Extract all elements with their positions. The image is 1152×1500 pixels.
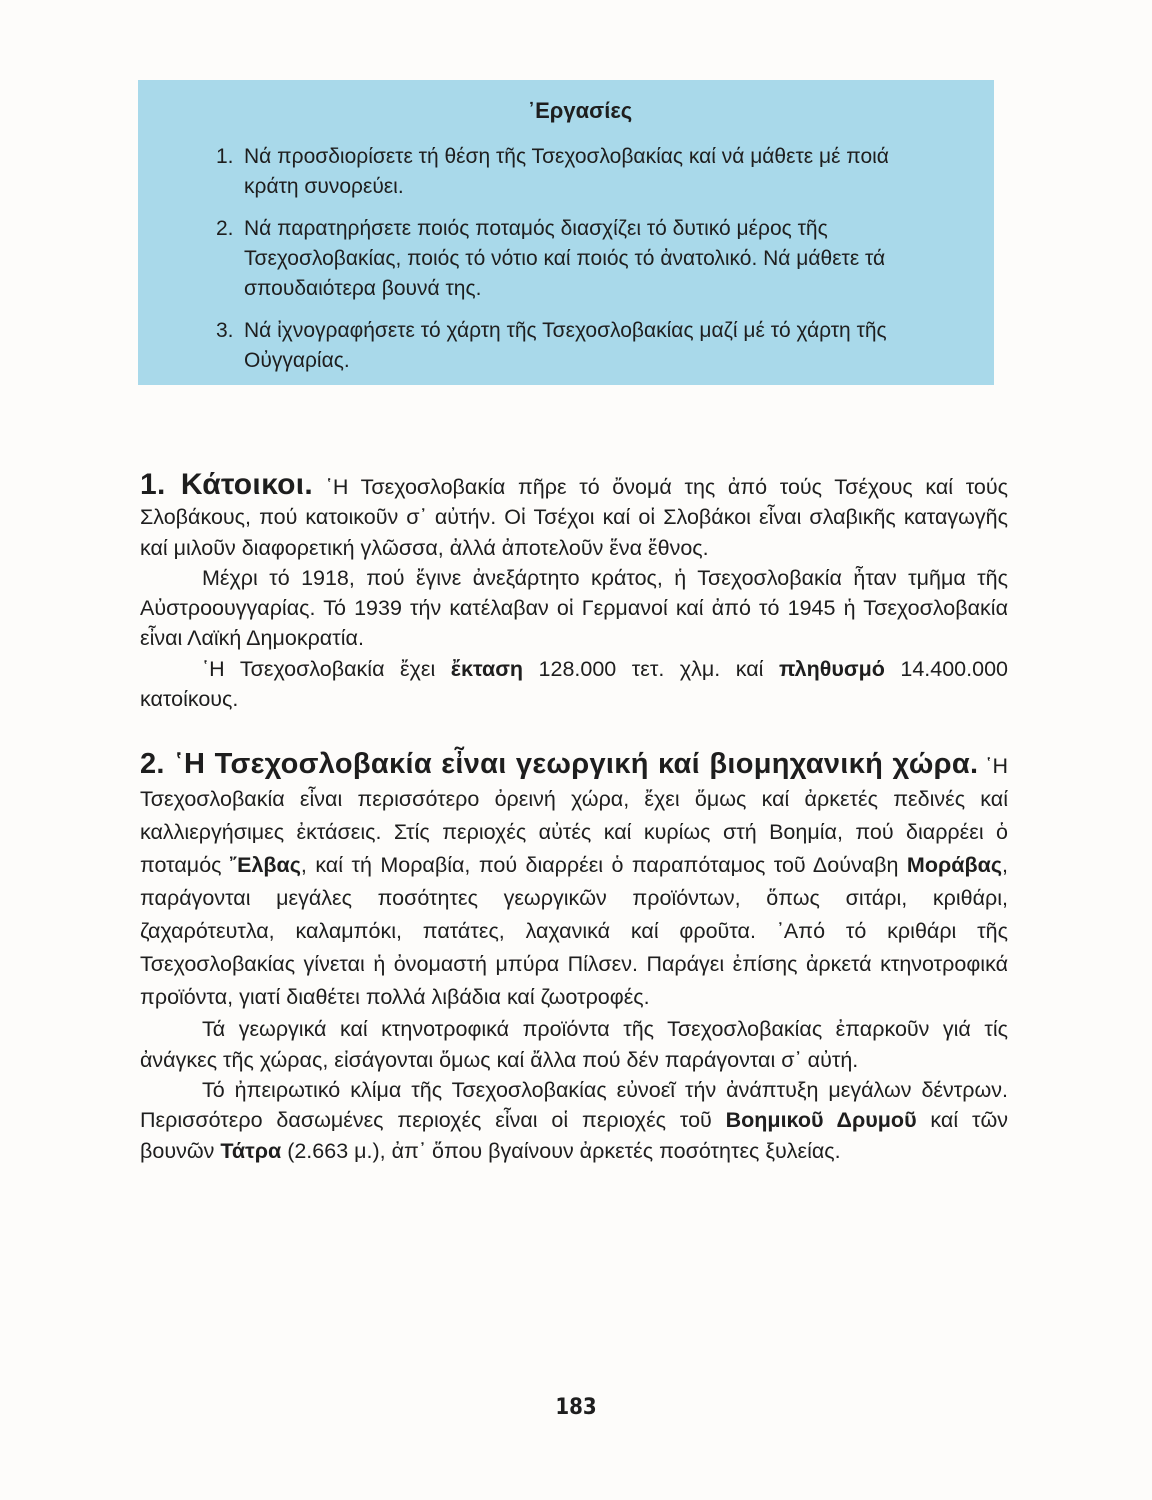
- key-term: ἔκταση: [450, 656, 524, 681]
- key-term: Βοημικοῦ Δρυμοῦ: [725, 1108, 917, 1133]
- section-inhabitants: [140, 470, 1008, 714]
- paragraph-text: ῾Η Τσεχοσλοβακία πῆρε τό ὄνομά της ἀπό τούς Τσέχους καί τούς Σλοβάκους, πού κατοικοῦν σ᾿ αὐτήν. Οἱ Τσέχοι καί οἱ Σλοβάκοι εἶναι σλαβικῆς καταγωγῆς καί μιλοῦν διαφορετική γλῶσσα, ἀλλά ἀποτελοῦν ἕνα ἔθνος.: [140, 475, 1008, 560]
- exercise-item: [216, 214, 944, 304]
- paragraph-text: 14.400.000 κατοίκους.: [140, 656, 1008, 712]
- exercises-title: ᾿Εργασίες: [527, 98, 633, 123]
- paragraph-text: 128.000 τετ. χλμ. καί: [523, 656, 779, 681]
- paragraph-text: ῾Η Τσεχοσλοβακία εἶναι περισσότερο ὀρεινή χώρα, ἔχει ὅμως καί ἀρκετές πεδινές καί καλλιεργήσιμες ἐκτάσεις. Στίς περιοχές αὐτές καί κυρίως στή Βοημία, πού διαρρέει ὁ ποταμός: [140, 754, 1008, 878]
- section-heading: 2. ῾Η Τσεχοσλοβακία εἶναι γεωργική καί βιομηχανική χώρα.: [140, 748, 979, 781]
- main-content: [140, 470, 1008, 1166]
- paragraph-text: (2.663 μ.), ἀπ᾿ ὅπου βγαίνουν ἀρκετές ποσότητες ξυλείας.: [281, 1138, 841, 1163]
- key-term: Μοράβας: [906, 853, 1003, 878]
- paragraph-text: , καί τή Μοραβία, πού διαρρέει ὁ παραπόταμος τοῦ Δούναβη: [300, 853, 907, 878]
- exercise-text: Νά ἰχνογραφήσετε τό χάρτη τῆς Τσεχοσλοβακίας μαζί μέ τό χάρτη τῆς Οὐγγαρίας.: [244, 319, 887, 372]
- paragraph-text: Τό ἠπειρωτικό κλίμα τῆς Τσεχοσλοβακίας εὐνοεῖ τήν ἀνάπτυξη μεγάλων δέντρων. Περισσότερο δασωμένες περιοχές εἶναι οἱ περιοχές τοῦ: [140, 1077, 1008, 1133]
- exercise-text: Νά προσδιορίσετε τή θέση τῆς Τσεχοσλοβακίας καί νά μάθετε μέ ποιά κράτη συνορεύει.: [244, 145, 889, 198]
- section-paragraph: [140, 748, 1008, 1014]
- section-paragraph: [140, 470, 1008, 563]
- paragraph-text: ῾Η Τσεχοσλοβακία ἔχει: [202, 656, 451, 681]
- key-term: ῎Ελβας: [229, 853, 301, 878]
- section-paragraph: Μέχρι τό 1918, πού ἔγινε ἀνεξάρτητο κράτος, ἡ Τσεχοσλοβακία ἦταν τμῆμα τῆς Αὐστροουγγαρίας. Τό 1939 τήν κατέλαβαν οἱ Γερμανοί καί ἀπό τό 1945 ἡ Τσεχοσλοβακία εἶναι Λαϊκή Δημοκρατία.: [140, 565, 1008, 651]
- key-term: Τάτρα: [220, 1138, 282, 1163]
- paragraph-text: καί τῶν βουνῶν: [140, 1108, 1009, 1163]
- section-heading: 1. Κάτοικοι.: [140, 468, 313, 501]
- page-number: 183: [555, 1395, 597, 1420]
- section-economy: [140, 748, 1008, 1165]
- exercise-item: [216, 142, 944, 202]
- paragraph-text: , παράγονται μεγάλες ποσότητες γεωργικῶν προϊόντων, ὅπως σιτάρι, κριθάρι, ζαχαρότευτλα, καλαμπόκι, πατάτες, λαχανικά καί φροῦτα. ᾿Από τό κριθάρι τῆς Τσεχοσλοβακίας γίνεται ἡ ὀνομαστή μπύρα Πίλσεν. Παράγει ἐπίσης ἀρκετά κτηνοτροφικά προϊόντα, γιατί διαθέτει πολλά λιβάδια καί ζωοτροφές.: [140, 853, 1008, 1010]
- exercise-text: Νά παρατηρήσετε ποιός ποταμός διασχίζει τό δυτικό μέρος τῆς Τσεχοσλοβακίας, ποιός τό νότιο καί ποιός τό ἀνατολικό. Νά μάθετε τά σπουδαιότερα βουνά της.: [244, 217, 886, 300]
- exercise-number: 1.: [216, 145, 234, 168]
- exercise-number: 3.: [216, 319, 234, 342]
- section-paragraph: Τά γεωργικά καί κτηνοτροφικά προϊόντα τῆς Τσεχοσλοβακίας ἐπαρκοῦν γιά τίς ἀνάγκες τῆς χώρας, εἰσάγονται ὅμως καί ἄλλα πού δέν παράγονται σ᾿ αὐτή.: [140, 1017, 1008, 1072]
- section-paragraph: [140, 654, 1008, 715]
- key-term: πληθυσμό: [778, 656, 885, 681]
- exercises-box: [138, 80, 994, 385]
- section-paragraph: [140, 1075, 1008, 1166]
- exercise-item: [216, 316, 944, 376]
- exercise-number: 2.: [216, 217, 234, 240]
